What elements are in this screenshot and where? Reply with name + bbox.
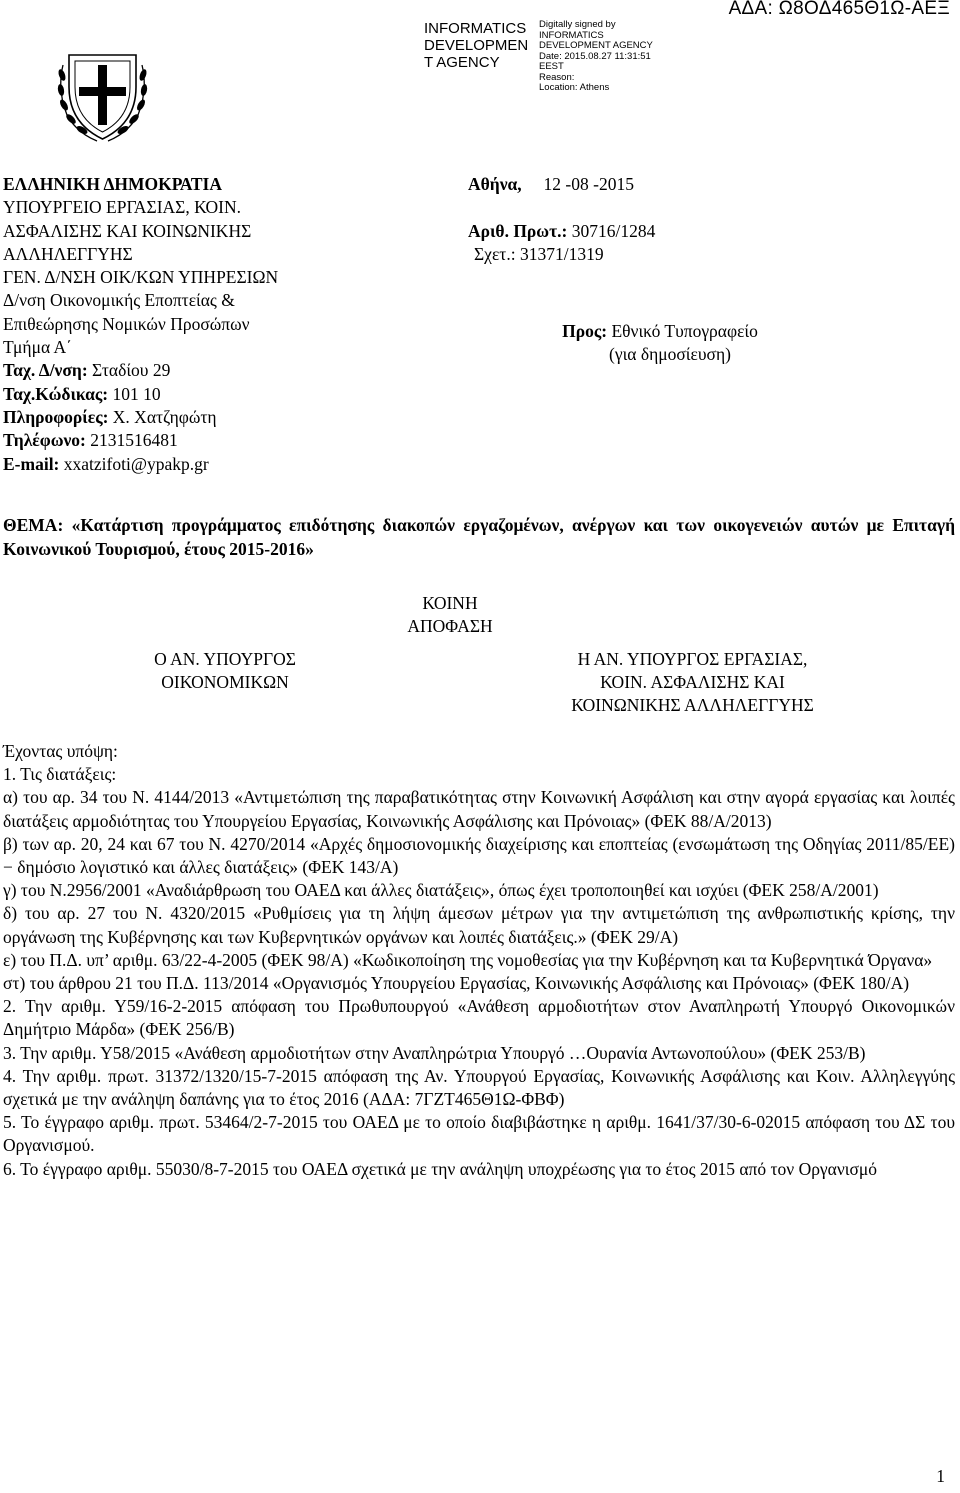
recipient: [510, 320, 810, 367]
info-value: Χ. Χατζηφώτη: [112, 406, 217, 427]
phone-value: 2131516481: [90, 430, 178, 451]
signature-detail-line: Digitally signed by: [539, 19, 616, 30]
signer-line: Ο ΑΝ. ΥΠΟΥΡΓΟΣ: [154, 649, 296, 669]
zip-row: [3, 383, 443, 406]
recipient-row: [510, 320, 810, 343]
email-row: [3, 453, 443, 476]
document-meta: [468, 173, 768, 266]
sender-line: ΥΠΟΥΡΓΕΙΟ ΕΡΓΑΣΙΑΣ, ΚΟΙΝ.: [3, 197, 242, 218]
protocol-label: Αριθ. Πρωτ.:: [468, 220, 568, 241]
subject: [3, 513, 955, 561]
protocol-value: 30716/1284: [571, 220, 656, 241]
related-row: [468, 243, 768, 266]
provision-d: δ) του αρ. 27 του Ν. 4320/2015 «Ρυθμίσεις για τη λήψη άμεσων μέτρων για την αντιμετώπιση της ανθρωπιστικής κρίσης, την οργάνωση της Κυβέρνησης και των Κυβερνητικών οργάνων και λοιπές διατάξεις.» (ΦΕΚ 29/Α): [3, 903, 955, 947]
zip-value: 101 10: [112, 383, 161, 404]
provision-a: α) του αρ. 34 του Ν. 4144/2013 «Αντιμετώπιση της παραβατικότητας στην Κοινωνική Ασφάλιση και στην αγορά εργασίας και λοιπές διατάξεις αρμοδιότητας του Υπουργείου Εργασίας, Κοινωνικής Ασφάλισης και Πρόνοιας» (ΦΕΚ 88/Α/2013): [3, 787, 955, 831]
signature-name: [424, 20, 539, 71]
sender-line: Δ/νση Οικονομικής Εποπτείας &: [3, 290, 235, 311]
protocol-row: [468, 220, 768, 243]
sender-line: ΓΕΝ. Δ/ΝΣΗ ΟΙΚ/ΚΩΝ ΥΠΗΡΕΣΙΩΝ: [3, 267, 279, 288]
greek-emblem-icon: [55, 35, 150, 145]
provision-c: γ) του Ν.2956/2001 «Αναδιάρθρωση του ΟΑΕΔ και άλλες διατάξεις», όπως έχει τροποποιηθεί και ισχύει (ΦΕΚ 258/Α/2001): [3, 880, 879, 901]
signature-detail-line: Location: Athens: [539, 82, 610, 93]
signature-detail-line: INFORMATICS: [539, 29, 604, 41]
body-item-3: 3. Την αριθμ. Υ58/2015 «Ανάθεση αρμοδιοτήτων στην Αναπληρώτρια Υπουργό …Ουρανία Αντωνοπούλου» (ΦΕΚ 253/Β): [3, 1042, 866, 1063]
signature-name-line: DEVELOPMEN: [424, 37, 529, 54]
signer-line: Η ΑΝ. ΥΠΟΥΡΓΟΣ ΕΡΓΑΣΙΑΣ,: [577, 649, 808, 669]
decision-title-line: ΑΠΟΦΑΣΗ: [407, 616, 493, 636]
subject-text: «Κατάρτιση προγράμματος επιδότησης διακοπών εργαζομένων, ανέργων και των οικογενειών αυτών με Επιταγή Κοινωνικού Τουρισμού, έτους 2015-2016»: [3, 515, 956, 559]
date-label: Αθήνα,: [468, 174, 522, 194]
signature-detail-line: DEVELOPMENT AGENCY: [539, 40, 653, 51]
recipient-label: Προς:: [562, 321, 608, 341]
sender-line: ΕΛΛΗΝΙΚΗ ΔΗΜΟΚΡΑΤΙΑ: [3, 174, 222, 194]
signature-detail-line: EEST: [539, 61, 564, 72]
date-row: [468, 173, 768, 196]
signer-line: ΚΟΙΝΩΝΙΚΗΣ ΑΛΛΗΛΕΓΓΥΗΣ: [571, 695, 814, 715]
signature-detail-line: Reason:: [539, 71, 575, 83]
recipient-value: Εθνικό Τυπογραφείο: [611, 321, 758, 341]
signature-name-line: T AGENCY: [424, 54, 500, 71]
address-label: Ταχ. Δ/νση:: [3, 360, 88, 381]
signer-line: ΟΙΚΟΝΟΜΙΚΩΝ: [161, 672, 289, 692]
body-item-4: 4. Την αριθμ. πρωτ. 31372/1320/15-7-2015 απόφαση της Αν. Υπουργού Εργασίας, Κοινωνικής Ασφάλισης και Κοιν. Αλληλεγγύης σχετικά με την ανάληψη δαπάνης για το έτος 2016 (ΑΔΑ: 7ΓΖΤ465Θ1Ω-ΦΒΦ): [3, 1065, 955, 1110]
digital-signature: [424, 19, 654, 93]
sender-line: ΑΛΛΗΛΕΓΓΥΗΣ: [3, 243, 133, 264]
signature-details: [539, 20, 669, 94]
address-row: [3, 359, 443, 382]
document-body: [3, 740, 955, 1181]
zip-label: Ταχ.Κώδικας:: [3, 383, 109, 404]
provision-st: στ) του άρθρου 21 του Π.Δ. 113/2014 «Οργανισμός Υπουργείου Εργασίας, Κοινωνικής Ασφάλισης και Πρόνοιας» (ΦΕΚ 180/Α): [3, 973, 910, 994]
page-number: 1: [936, 1466, 945, 1486]
signature-detail-line: Date: 2015.08.27 11:31:51: [539, 50, 651, 62]
phone-label: Τηλέφωνο:: [3, 430, 86, 451]
ada-code: ΑΔΑ: Ω8ΟΔ465Θ1Ω-ΑΕΞ: [728, 0, 950, 19]
date-value: 12 -08 -2015: [543, 174, 634, 194]
recipient-note: (για δημοσίευση): [609, 344, 731, 365]
sender-header: [3, 173, 443, 476]
email-value[interactable]: xxatzifoti@ypakp.gr: [63, 453, 209, 474]
provision-e: ε) του Π.Δ. υπ’ αριθμ. 63/22-4-2005 (ΦΕΚ 98/Α) «Κωδικοποίηση της νομοθεσίας για την Κυβέρνηση και τα Κυβερνητικά Όργανα»: [3, 949, 933, 970]
decision-title: [390, 592, 510, 638]
info-label: Πληροφορίες:: [3, 406, 109, 427]
related-value: 31371/1319: [519, 243, 604, 264]
body-item-1: 1. Τις διατάξεις:: [3, 764, 117, 785]
sender-line: Τμήμα Α΄: [3, 337, 73, 358]
decision-title-line: ΚΟΙΝΗ: [422, 593, 478, 613]
subject-label: ΘΕΜΑ:: [3, 515, 64, 535]
signer-right: [520, 648, 865, 717]
body-intro: Έχοντας υπόψη:: [3, 741, 118, 761]
email-label: E-mail:: [3, 453, 60, 474]
sender-line: Επιθεώρησης Νομικών Προσώπων: [3, 313, 250, 334]
provision-b: β) των αρ. 20, 24 και 67 του Ν. 4270/2014 «Αρχές δημοσιονομικής διαχείρισης και εποπτείας (ενσωμάτωση της Οδηγίας 2011/85/ΕΕ) − δημόσιο λογιστικό και άλλες διατάξεις» (ΦΕΚ 143/Α): [3, 833, 955, 878]
phone-row: [3, 429, 443, 452]
signature-name-line: INFORMATICS: [424, 20, 527, 37]
signer-line: ΚΟΙΝ. ΑΣΦΑΛΙΣΗΣ ΚΑΙ: [600, 672, 785, 692]
address-value: Σταδίου 29: [92, 360, 171, 381]
related-label: Σχετ.:: [474, 243, 516, 264]
signer-left: [125, 648, 325, 694]
sender-line: ΑΣΦΑΛΙΣΗΣ ΚΑΙ ΚΟΙΝΩΝΙΚΗΣ: [3, 220, 252, 241]
info-row: [3, 406, 443, 429]
body-item-5: 5. Το έγγραφο αριθμ. πρωτ. 53464/2-7-2015 του ΟΑΕΔ με το οποίο διαβιβάστηκε η αριθμ. 1641/37/30-6-02015 απόφαση του ΔΣ του Οργανισμού.: [3, 1112, 955, 1156]
body-item-6: 6. Το έγγραφο αριθμ. 55030/8-7-2015 του ΟΑΕΔ σχετικά με την ανάληψη υποχρέωσης για το έτος 2015 από τον Οργανισμό: [3, 1158, 878, 1179]
body-item-2: 2. Την αριθμ. Υ59/16-2-2015 απόφαση του Πρωθυπουργού «Ανάθεση αρμοδιοτήτων στον Αναπληρωτή Υπουργό Οικονομικών Δημήτριο Μάρδα» (ΦΕΚ 256/Β): [3, 996, 955, 1040]
